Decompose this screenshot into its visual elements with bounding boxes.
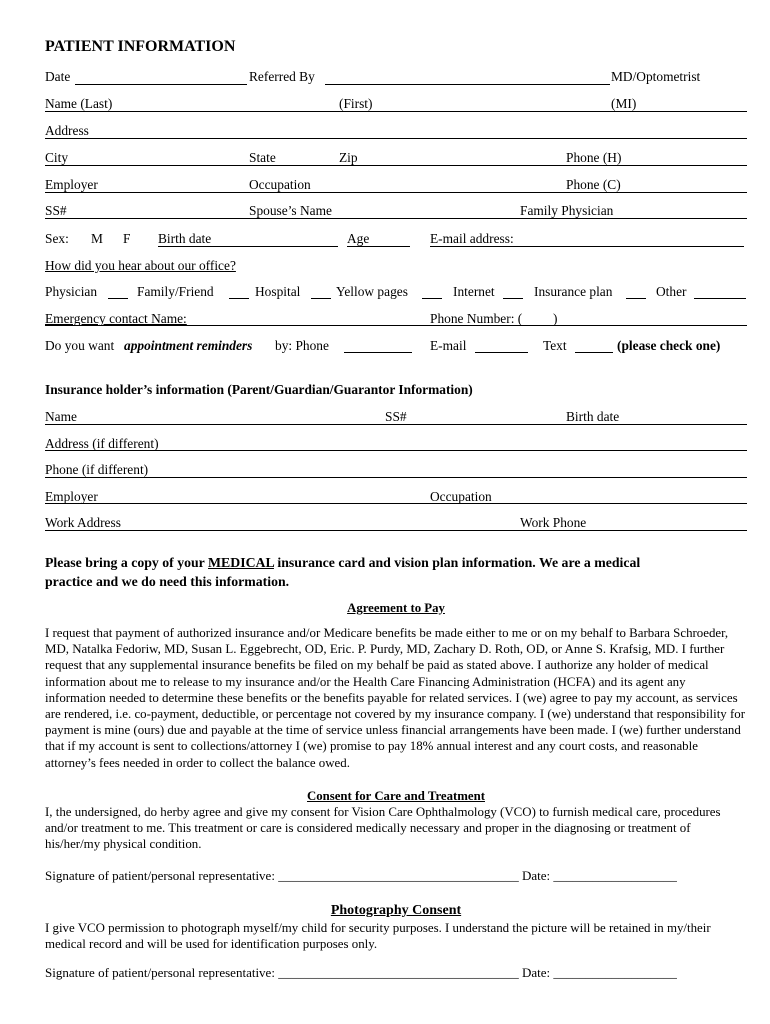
- referred-by-field[interactable]: [325, 84, 610, 85]
- ins-employer-label: Employer: [45, 489, 98, 504]
- consent-care-title: Consent for Care and Treatment: [307, 789, 485, 803]
- source-family-friend-checkbox[interactable]: [229, 298, 249, 299]
- source-physician-label: Physician: [45, 284, 98, 299]
- insurance-card-notice: [45, 553, 747, 591]
- employer-occupation-field[interactable]: [45, 192, 747, 193]
- ins-birth-date-label: Birth date: [566, 409, 620, 424]
- source-family-friend-label: Family/Friend: [137, 284, 214, 299]
- address-field[interactable]: [45, 138, 747, 139]
- name-last-field[interactable]: [45, 111, 747, 112]
- source-hospital-label: Hospital: [255, 284, 301, 299]
- zip-label: Zip: [339, 150, 358, 165]
- notice-part-c: practice and we do need this information.: [45, 574, 290, 589]
- state-label: State: [249, 150, 276, 165]
- md-optometrist-label: MD/Optometrist: [611, 69, 701, 84]
- city-label: City: [45, 150, 69, 165]
- email-field[interactable]: [430, 246, 744, 247]
- source-hospital-checkbox[interactable]: [311, 298, 331, 299]
- sex-m-option[interactable]: M: [91, 231, 103, 246]
- city-state-zip-field[interactable]: [45, 165, 747, 166]
- signature-line-consent[interactable]: Signature of patient/personal representative: _____________________________________ Date: ___________________: [45, 868, 677, 883]
- ins-work-address-field[interactable]: [45, 530, 747, 531]
- source-insurance-plan-checkbox[interactable]: [626, 298, 646, 299]
- ins-name-field[interactable]: [45, 424, 747, 425]
- reminder-by-phone-label: by: Phone: [275, 338, 329, 353]
- age-label: Age: [347, 231, 370, 246]
- date-field[interactable]: [75, 84, 247, 85]
- consent-care-text: I, the undersigned, do herby agree and give my consent for Vision Care Ophthalmology (VCO) to furnish medical care, procedures and/or treatment to me. This treatment or care is considered medically necessary and proper in the diagnosing or treatment of his/her/my physical condition.: [45, 805, 721, 852]
- ins-address-label: Address (if different): [45, 436, 159, 451]
- photography-consent-text: I give VCO permission to photograph myself/my child for security purposes. I understand the picture will be retained in my/their medical record and will be used for identification purposes only.: [45, 921, 711, 952]
- sex-label: Sex:: [45, 231, 69, 246]
- ins-work-address-label: Work Address: [45, 515, 121, 530]
- ins-occupation-label: Occupation: [430, 489, 492, 504]
- reminder-email-label: E-mail: [430, 338, 467, 353]
- notice-medical: MEDICAL: [208, 555, 274, 570]
- source-yellow-pages-label: Yellow pages: [336, 284, 408, 299]
- reminder-text-label: Text: [543, 338, 567, 353]
- name-last-label: Name (Last): [45, 96, 113, 111]
- emergency-contact-field[interactable]: [45, 325, 747, 326]
- emergency-phone-label: Phone Number: (: [430, 311, 523, 326]
- ssn-label: SS#: [45, 203, 67, 218]
- source-internet-label: Internet: [453, 284, 495, 299]
- occupation-label: Occupation: [249, 177, 311, 192]
- birth-date-label: Birth date: [158, 231, 212, 246]
- name-mi-label: (MI): [611, 96, 637, 111]
- source-internet-checkbox[interactable]: [503, 298, 523, 299]
- phone-home-label: Phone (H): [566, 150, 622, 165]
- ins-phone-label: Phone (if different): [45, 462, 149, 477]
- employer-label: Employer: [45, 177, 98, 192]
- reminder-email-checkbox[interactable]: [475, 352, 528, 353]
- email-label: E-mail address:: [430, 231, 514, 246]
- referral-source-question: How did you hear about our office?: [45, 258, 236, 273]
- sex-f-option[interactable]: F: [123, 231, 131, 246]
- address-label: Address: [45, 123, 89, 138]
- reminder-check-instruction: (please check one): [617, 338, 721, 353]
- family-physician-label: Family Physician: [520, 203, 614, 218]
- referred-by-label: Referred By: [249, 69, 315, 84]
- source-other-field[interactable]: [694, 298, 746, 299]
- name-first-label: (First): [339, 96, 373, 111]
- notice-part-b: insurance card and vision plan information. We are a medical: [273, 555, 641, 570]
- source-yellow-pages-checkbox[interactable]: [422, 298, 442, 299]
- page-title: PATIENT INFORMATION: [45, 38, 236, 55]
- ins-address-field[interactable]: [45, 450, 747, 451]
- agreement-to-pay-text: I request that payment of authorized insurance and/or Medicare benefits be made either to me or on my behalf to Barbara Schroeder, MD, Natalka Fedoriw, MD, Susan L. Eggebrecht, OD, Eric. P. Purdy, MD, Zachary D. Roth, OD, or Anne S. Krafsig, MD. I further request that any supplemental insurance benefits be filed on my behalf be paid as stated above. I authorize any holder of medical information about me to release to my insurance and/or the Health Care Financing Administration (HCFA) and its agent any information needed to determine these benefits or the benefits payable for related services. I (we) agree to pay my account, as services are rendered, i.e. co-payment, deductible, or percentage not covered by my insurance company. I (we) understand that responsibility for payment is mine (ours) due and payable at the time of service unless financial arrangements have been made. I (we) further understand that if my account is sent to collections/attorney I (we) promise to pay 18% annual interest and any court costs, and reasonable attorney’s fees needed in order to collect the balance owed.: [45, 626, 746, 770]
- age-field[interactable]: [347, 246, 410, 247]
- ssn-spouse-field[interactable]: [45, 218, 747, 219]
- ins-phone-field[interactable]: [45, 477, 747, 478]
- notice-part-a: Please bring a copy of your: [45, 555, 209, 570]
- source-insurance-plan-label: Insurance plan: [534, 284, 613, 299]
- source-other-label: Other: [656, 284, 687, 299]
- phone-cell-label: Phone (C): [566, 177, 621, 192]
- emergency-contact-label: Emergency contact Name:: [45, 311, 187, 326]
- birth-date-field[interactable]: [158, 246, 338, 247]
- agreement-to-pay-title: Agreement to Pay: [347, 601, 445, 615]
- reminder-text-checkbox[interactable]: [575, 352, 613, 353]
- ins-name-label: Name: [45, 409, 77, 424]
- ins-work-phone-label: Work Phone: [520, 515, 587, 530]
- date-label: Date: [45, 69, 71, 84]
- insurance-section-heading: Insurance holder’s information (Parent/Guardian/Guarantor Information): [45, 382, 473, 397]
- spouse-name-label: Spouse’s Name: [249, 203, 332, 218]
- signature-line-photo[interactable]: Signature of patient/personal representative: _____________________________________ Date: ___________________: [45, 965, 677, 980]
- source-physician-checkbox[interactable]: [108, 298, 128, 299]
- reminder-bold-label: appointment reminders: [124, 338, 253, 353]
- reminder-phone-checkbox[interactable]: [344, 352, 412, 353]
- reminder-prefix: Do you want: [45, 338, 115, 353]
- emergency-phone-paren: ): [553, 311, 558, 326]
- photography-consent-title: Photography Consent: [330, 903, 462, 918]
- ins-employer-field[interactable]: [45, 503, 747, 504]
- ins-ssn-label: SS#: [385, 409, 407, 424]
